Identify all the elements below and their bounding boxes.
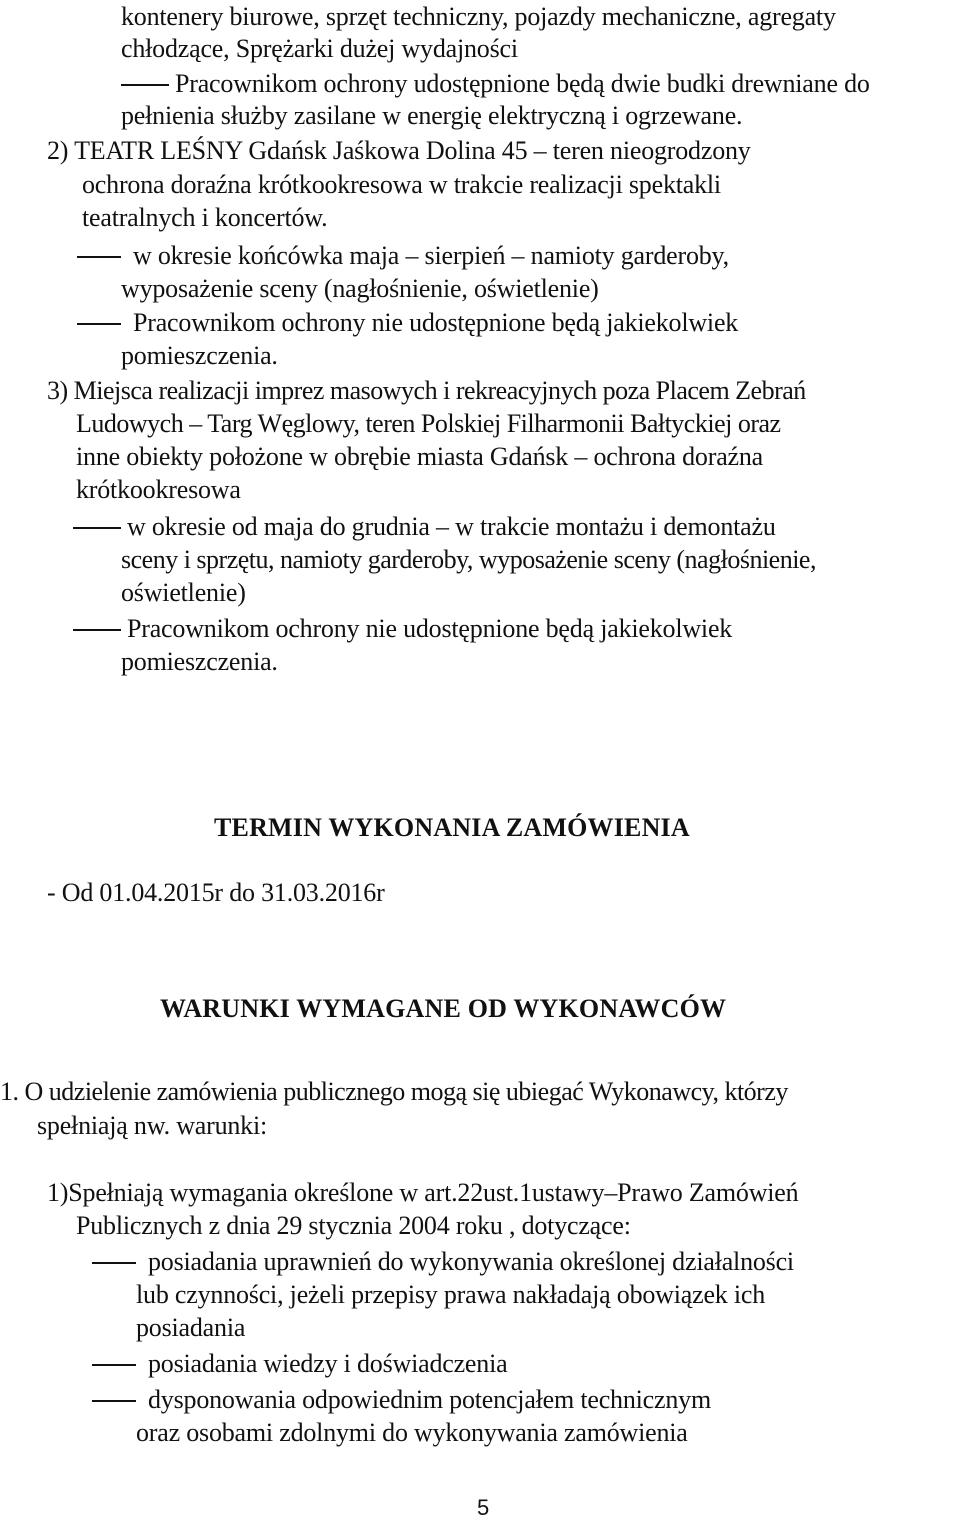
text-line: teatralnych i koncertów. — [82, 203, 328, 232]
dash-bullet-icon — [121, 84, 169, 86]
bullet-item — [92, 1383, 711, 1417]
text-line: posiadania wiedzy i doświadczenia — [148, 1349, 508, 1378]
dash-bullet-icon — [92, 1364, 136, 1366]
dash-bullet-icon — [77, 256, 121, 258]
dash-bullet-icon — [73, 527, 121, 529]
bullet-item — [92, 1347, 507, 1381]
text-line: Pracownikom ochrony nie udostępnione będą jakiekolwiek — [127, 614, 733, 643]
text-line: sceny i sprzętu, namioty garderoby, wyposażenie sceny (nagłośnienie, — [121, 545, 816, 574]
text-line: Ludowych – Targ Węglowy, teren Polskiej Filharmonii Bałtyckiej oraz — [76, 409, 781, 438]
list-item-heading: 2) TEATR LEŚNY Gdańsk Jaśkowa Dolina 45 – teren nieogrodzony — [47, 136, 751, 165]
text-line: ochrona doraźna krótkookresowa w trakcie realizacji spektakli — [82, 170, 721, 199]
text-line: Publicznych z dnia 29 stycznia 2004 roku , dotyczące: — [76, 1211, 631, 1240]
page-number: 5 — [477, 1495, 490, 1520]
text-line: pomieszczenia. — [121, 341, 278, 370]
text-line: chłodzące, Sprężarki dużej wydajności — [121, 34, 518, 63]
text-line: dysponowania odpowiednim potencjałem technicznym — [148, 1385, 711, 1414]
list-item-heading: 3) Miejsca realizacji imprez masowych i rekreacyjnych poza Placem Zebrań — [47, 376, 806, 405]
paragraph-line: 1. O udzielenie zamówienia publicznego mogą się ubiegać Wykonawcy, którzy — [0, 1077, 788, 1106]
text-line: krótkookresowa — [76, 475, 241, 504]
text-line: oraz osobami zdolnymi do wykonywania zamówienia — [136, 1418, 688, 1447]
bullet-item — [77, 306, 738, 340]
section-heading-warunki: WARUNKI WYMAGANE OD WYKONAWCÓW — [160, 994, 727, 1023]
dash-bullet-icon — [92, 1262, 136, 1264]
text-line: posiadania uprawnień do wykonywania określonej działalności — [148, 1247, 794, 1276]
bullet-item — [121, 67, 870, 101]
text-line: wyposażenie sceny (nagłośnienie, oświetlenie) — [121, 274, 599, 303]
text-line: w okresie od maja do grudnia – w trakcie montażu i demontażu — [127, 512, 776, 541]
bullet-item — [92, 1245, 794, 1279]
text-line: posiadania — [136, 1313, 246, 1342]
date-range: - Od 01.04.2015r do 31.03.2016r — [47, 878, 385, 907]
dash-bullet-icon — [92, 1400, 136, 1402]
bullet-item — [73, 510, 776, 544]
sub-item-heading: 1)Spełniają wymagania określone w art.22ust.1ustawy–Prawo Zamówień — [47, 1178, 799, 1207]
text-line: oświetlenie) — [121, 578, 246, 607]
text-line: Pracownikom ochrony nie udostępnione będą jakiekolwiek — [133, 308, 739, 337]
dash-bullet-icon — [73, 629, 121, 631]
paragraph-line: spełniają nw. warunki: — [37, 1111, 268, 1140]
text-line: pełnienia służby zasilane w energię elektryczną i ogrzewane. — [121, 101, 743, 130]
dash-bullet-icon — [77, 323, 121, 325]
text-line: inne obiekty położone w obrębie miasta Gdańsk – ochrona doraźna — [76, 442, 764, 471]
bullet-item — [73, 612, 732, 646]
text-line: lub czynności, jeżeli przepisy prawa nakładają obowiązek ich — [136, 1280, 766, 1309]
bullet-item — [77, 239, 729, 273]
text-line: w okresie końcówka maja – sierpień – namioty garderoby, — [133, 241, 729, 270]
text-line: pomieszczenia. — [121, 647, 278, 676]
section-heading-termin: TERMIN WYKONANIA ZAMÓWIENIA — [214, 813, 690, 842]
text-line: kontenery biurowe, sprzęt techniczny, pojazdy mechaniczne, agregaty — [121, 2, 836, 31]
text-line: Pracownikom ochrony udostępnione będą dwie budki drewniane do — [175, 69, 870, 98]
